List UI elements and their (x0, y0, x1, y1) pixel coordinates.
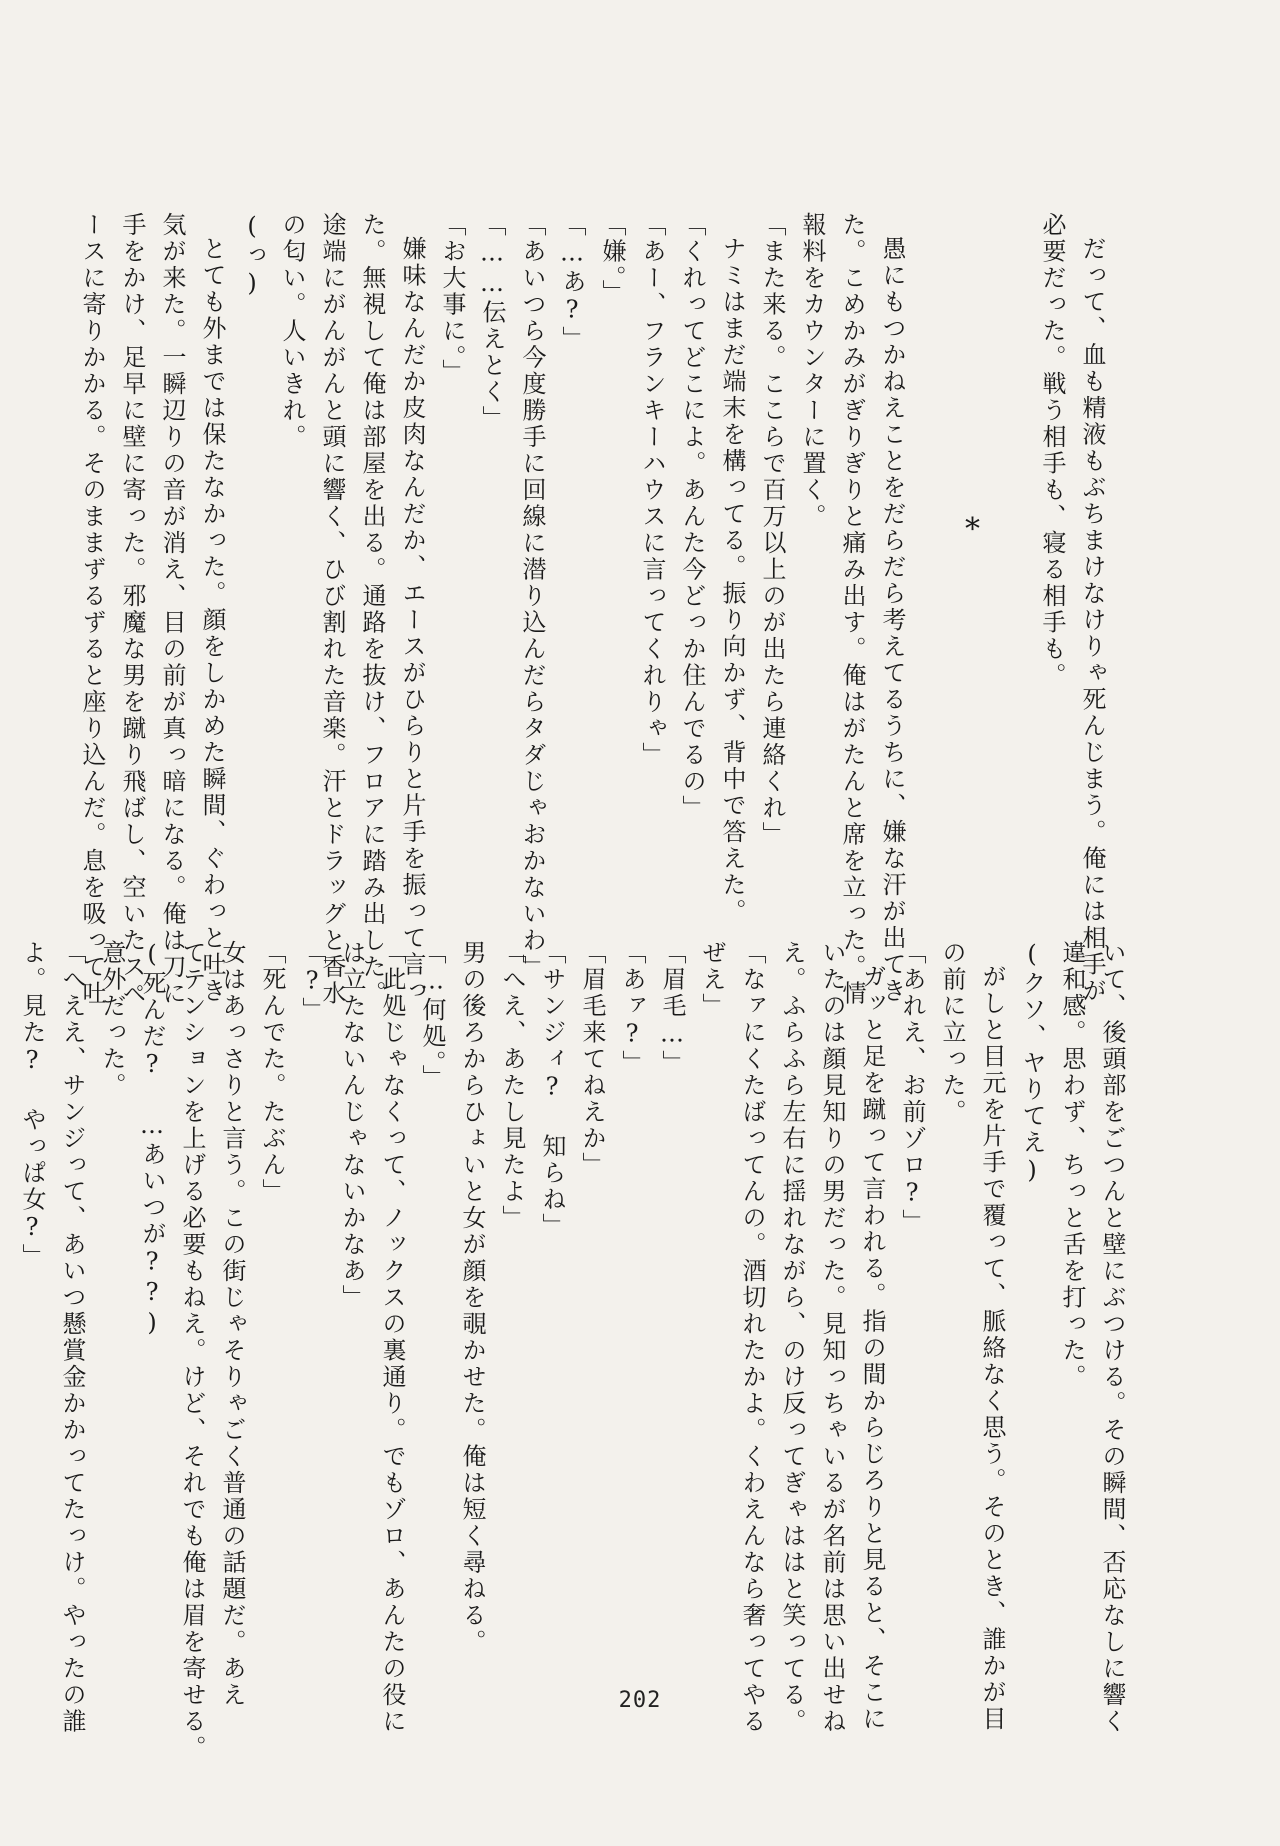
text-line: がしと目元を片手で覆って、脈絡なく思う。そのとき、誰かが目 (978, 964, 1006, 1733)
text-line: 「あいつら今度勝手に回線に潜り込んだらタダじゃおかないわ」 (518, 212, 546, 981)
text-line: いて、後頭部をごつんと壁にぶつける。その瞬間、否応なしに響く (1098, 940, 1126, 1735)
text-line: 「眉毛来てねえか」 (578, 940, 606, 1179)
text-line: 「あれえ、お前ゾロ?」 (898, 940, 926, 1236)
text-line: 女はあっさりと言う。この街じゃそりゃごく普通の話題だ。あえ (218, 940, 246, 1709)
text-line: 途端にがんがんと頭に響く、ひび割れた音楽。汗とドラッグと香水 (318, 212, 346, 1007)
text-line: 「?」 (298, 940, 326, 1024)
text-line: (っ) (238, 212, 266, 300)
text-line: の前に立った。 (938, 940, 966, 1126)
text-line: 手をかけ、足早に壁に寄った。邪魔な男を蹴り飛ばし、空いたスペ (118, 212, 146, 1007)
text-line: てテンションを上げる必要もねえ。けど、それでも俺は眉を寄せる。 (178, 940, 206, 1762)
text-line: よ。見た? やっぱ女?」 (18, 940, 46, 1270)
text-line: 気が来た。一瞬辺りの音が消え、目の前が真っ暗になる。俺は刀に (158, 212, 186, 1007)
text-line: (クソ、ヤりてえ) (1018, 940, 1046, 1187)
text-line: 「……伝えとく」 (478, 212, 506, 432)
text-line: ナミはまだ端末を構ってる。振り向かず、背中で答えた。 (718, 236, 746, 925)
text-line: 「あー、フランキーハウスに言ってくれりゃ」 (638, 212, 666, 769)
text-line: 「あァ?」 (618, 940, 646, 1077)
text-line: 報料をカウンターに置く。 (798, 212, 826, 530)
text-line: 嫌味なんだか皮肉なんだか、エースがひらりと片手を振って言っ (398, 236, 426, 1005)
text-line: 必要だった。戦う相手も、寝る相手も。 (1038, 212, 1066, 689)
text-line: 「へえ、あたし見たよ」 (498, 940, 526, 1232)
text-line: 「へええ、サンジって、あいつ懸賞金かかってたっけ。やったの誰 (58, 940, 86, 1735)
text-line: 「嫌。」 (598, 212, 626, 306)
text-line: 「サンジィ? 知らね」 (538, 940, 566, 1240)
text-line: 「また来る。ここらで百万以上のが出たら連絡くれ」 (758, 212, 786, 848)
text-line: た。無視して俺は部屋を出る。通路を抜け、フロアに踏み出した。 (358, 212, 386, 1007)
text-line: とても外までは保たなかった。顔をしかめた瞬間、ぐわっと吐き (198, 236, 226, 1005)
page-number: 202 (618, 1688, 662, 1713)
blank-line (912, 212, 952, 900)
blank-line (992, 212, 1032, 900)
text-line: 違和感。思わず、ちっと舌を打った。 (1058, 940, 1086, 1391)
text-line: ぜえ」 (698, 940, 726, 1020)
text-line: 男の後ろからひょいと女が顔を覗かせた。俺は短く尋ねる。 (458, 940, 486, 1656)
text-line: 「死んでた。たぶん」 (258, 940, 286, 1205)
text-line: 「…あ?」 (558, 212, 586, 353)
text-line: だって、血も精液もぶちまけなけりゃ死んじまう。俺には相手が (1078, 236, 1106, 1005)
text-line: 愚にもつかねえことをだらだら考えてるうちに、嫌な汗が出てき (878, 236, 906, 1005)
text-line: 「此処じゃなくって、ノックスの裏通り。でもゾロ、あんたの役に (378, 940, 406, 1735)
text-line: の匂い。人いきれ。 (278, 212, 306, 451)
section-separator: * (955, 512, 990, 550)
text-line: 「お大事に。」 (438, 212, 466, 386)
text-line: ースに寄りかかる。そのままずるずると座り込んだ。息を吸って吐 (78, 212, 106, 1007)
text-line: た。こめかみがぎりぎりと痛み出す。俺はがたんと席を立った。情 (838, 212, 866, 1007)
text-line: いたのは顔見知りの男だった。見知っちゃいるが名前は思い出せね (818, 940, 846, 1735)
text-line: 意外だった。 (98, 940, 126, 1099)
text-line: え。ふらふら左右に揺れながら、のけ反ってぎゃははと笑ってる。 (778, 940, 806, 1735)
text-line: ガッと足を蹴って言われる。指の間からじろりと見ると、そこに (858, 964, 886, 1733)
text-line: 「…何処。」 (418, 940, 446, 1091)
text-line: 「眉毛…」 (658, 940, 686, 1077)
text-line: は立たないんじゃないかなあ」 (338, 940, 366, 1311)
text-line: (死んだ? …あいつが??) (138, 940, 166, 1339)
text-line: 「くれってどこによ。あんた今どっか住んでるの」 (678, 212, 706, 822)
text-line: 「なァにくたばってんの。酒切れたかよ。くわえんなら奢ってやる (738, 940, 766, 1735)
